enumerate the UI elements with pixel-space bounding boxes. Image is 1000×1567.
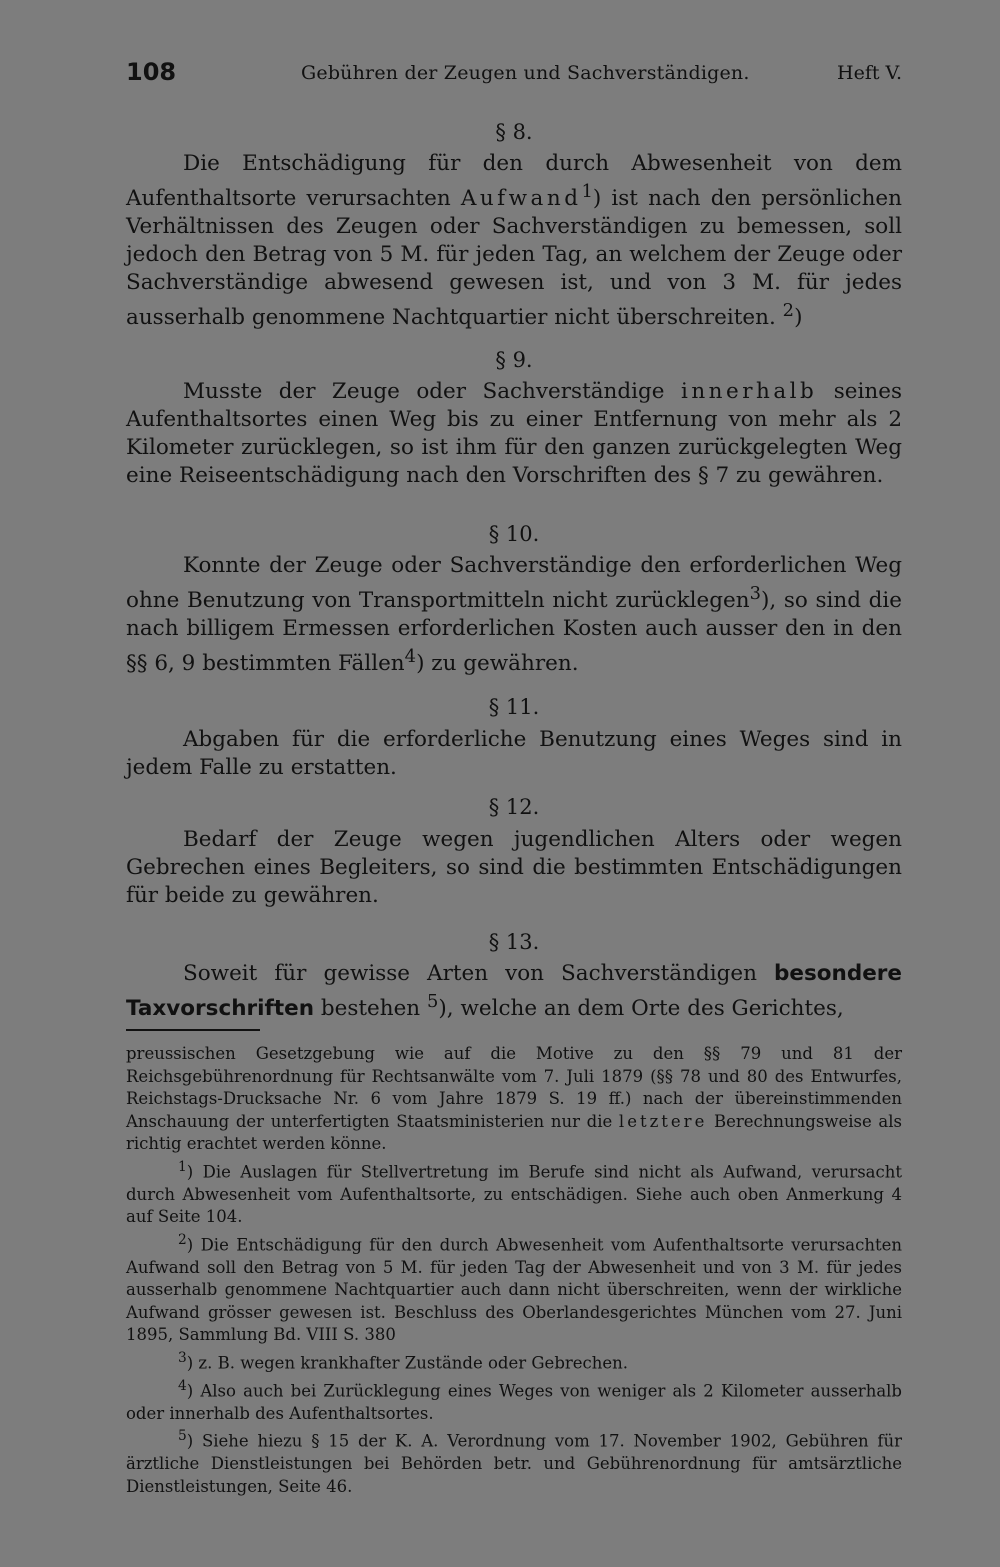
footnote-1: $^1$) Die Auslagen für Stellvertretung im Berufe sind nicht als Aufwand, verursacht durch Abwesenheit vom Aufenthaltsorte, zu entschädigen. Siehe auch oben Anmerkung 4 auf Seite 104. [126,1158,902,1226]
footnote-5: $^5$) Siehe hiezu § 15 der K. A. Verordnung vom 17. November 1902, Gebühren für ärztliche Dienstleistungen bei Behörden betr. und Gebührenordnung für amtsärztliche Dienstleistungen, Seite 46. [126,1428,902,1496]
footnote-ref: 2 [782,300,795,322]
footnote-ref: 3 [749,583,761,604]
footnote-4: $^4$) Also auch bei Zurücklegung eines Weges von weniger als 2 Kilometer ausserhalb oder innerhalb des Aufenthaltsortes. [126,1377,902,1423]
section-8-text [126,150,902,332]
footnote-ref: 1 [581,181,593,202]
page-number: 108 [126,58,177,86]
section-13-text [126,960,902,1023]
emphasis-bold: besondere Taxvorschriften [126,961,902,1022]
section-11-text [126,726,902,782]
section-heading-12: § 12. [488,795,540,819]
footnote-divider [126,1029,260,1031]
footnotes [126,1043,902,1498]
paragraph: Bedarf der Zeuge wegen jugendlichen Alters oder wegen Gebrechen eines Begleiters, so sind die bestimmten Entschädigungen für beide zu gewähren. [126,827,902,908]
footnote-ref: 5 [426,991,439,1012]
footnote-continuation: preussischen Gesetzgebung wie auf die Motive zu den §§ 79 und 81 der Reichsgebührenordnung für Rechtsanwälte vom 7. Juli 1879 (§§ 78 und 80 des Entwurfes, Reichstags-Drucksache Nr. 6 vom Jahre 1879 S. 19 ff.) nach der übereinstimmenden Anschauung der unterfertigten Staatsministerien nur die letztere Berechnungsweise als richtig erachtet werden könne. [126,1044,902,1153]
paragraph: Musste der Zeuge oder Sachverständige innerhalb seines Aufenthaltsortes einen Weg bis zu einer Entfernung von mehr als 2 Kilometer zurücklegen, so ist ihm für den ganzen zurückgelegten Weg eine Reiseentschädigung nach den Vorschriften des § 7 zu gewähren. [126,379,902,488]
section-heading-11: § 11. [488,695,540,719]
emphasis-spaced: innerhalb [680,379,818,404]
paragraph: Konnte der Zeuge oder Sachverständige den erforderlichen Weg ohne Benutzung von Transportmitteln nicht zurücklegen$^3$), so sind die nach billigem Ermessen erforderlichen Kosten auch ausser den in den §§ 6, 9 bestimmten Fällen$^4$) zu gewähren. [126,553,902,677]
issue-label: Heft V. [837,62,902,84]
paragraph: Abgaben für die erforderliche Benutzung eines Weges sind in jedem Falle zu erstatten. [126,727,902,780]
paragraph: Soweit für gewisse Arten von Sachverständigen besondere Taxvorschriften bestehen $^5$), welche an dem Orte des Gerichtes, [126,961,902,1022]
emphasis-spaced: Aufwand [460,186,582,212]
section-heading-13: § 13. [488,930,540,954]
section-heading-8: § 8. [495,120,533,144]
emphasis-spaced: letztere [618,1111,708,1131]
footnote-2: $^2$) Die Entschädigung für den durch Abwesenheit vom Aufenthaltsorte verursachten Aufwand soll den Betrag von 5 M. für jeden Tag der Abwesenheit und von 3 M. für jedes ausserhalb genommene Nachtquartier auch dann nicht überschreiten, wenn der wirkliche Aufwand grösser gewesen ist. Beschluss des Oberlandesgerichtes München vom 27. Juni 1895, Sammlung Bd. VIII S. 380 [126,1231,902,1344]
section-heading-10: § 10. [488,522,540,546]
section-12-text [126,826,902,910]
footnote-3: $^3$) z. B. wegen krankhafter Zustände oder Gebrechen. [178,1349,629,1372]
section-10-text [126,552,902,678]
paragraph: Die Entschädigung für den durch Abwesenheit von dem Aufenthaltsorte verursachten Aufwand$^1$) ist nach den persönlichen Verhältnissen des Zeugen oder Sachverständigen zu bemessen, soll jedoch den Betrag von 5 M. für jeden Tag, an welchem der Zeuge oder Sachverständige abwesend gewesen ist, und von 3 M. für jedes ausserhalb genommene Nachtquartier nicht überschreiten. $^2$) [126,151,902,331]
section-9-text [126,378,902,490]
page-header [126,58,902,92]
section-heading-9: § 9. [495,348,533,372]
running-title: Gebühren der Zeugen und Sachverständigen. [301,62,750,84]
footnote-ref: 4 [404,646,417,668]
